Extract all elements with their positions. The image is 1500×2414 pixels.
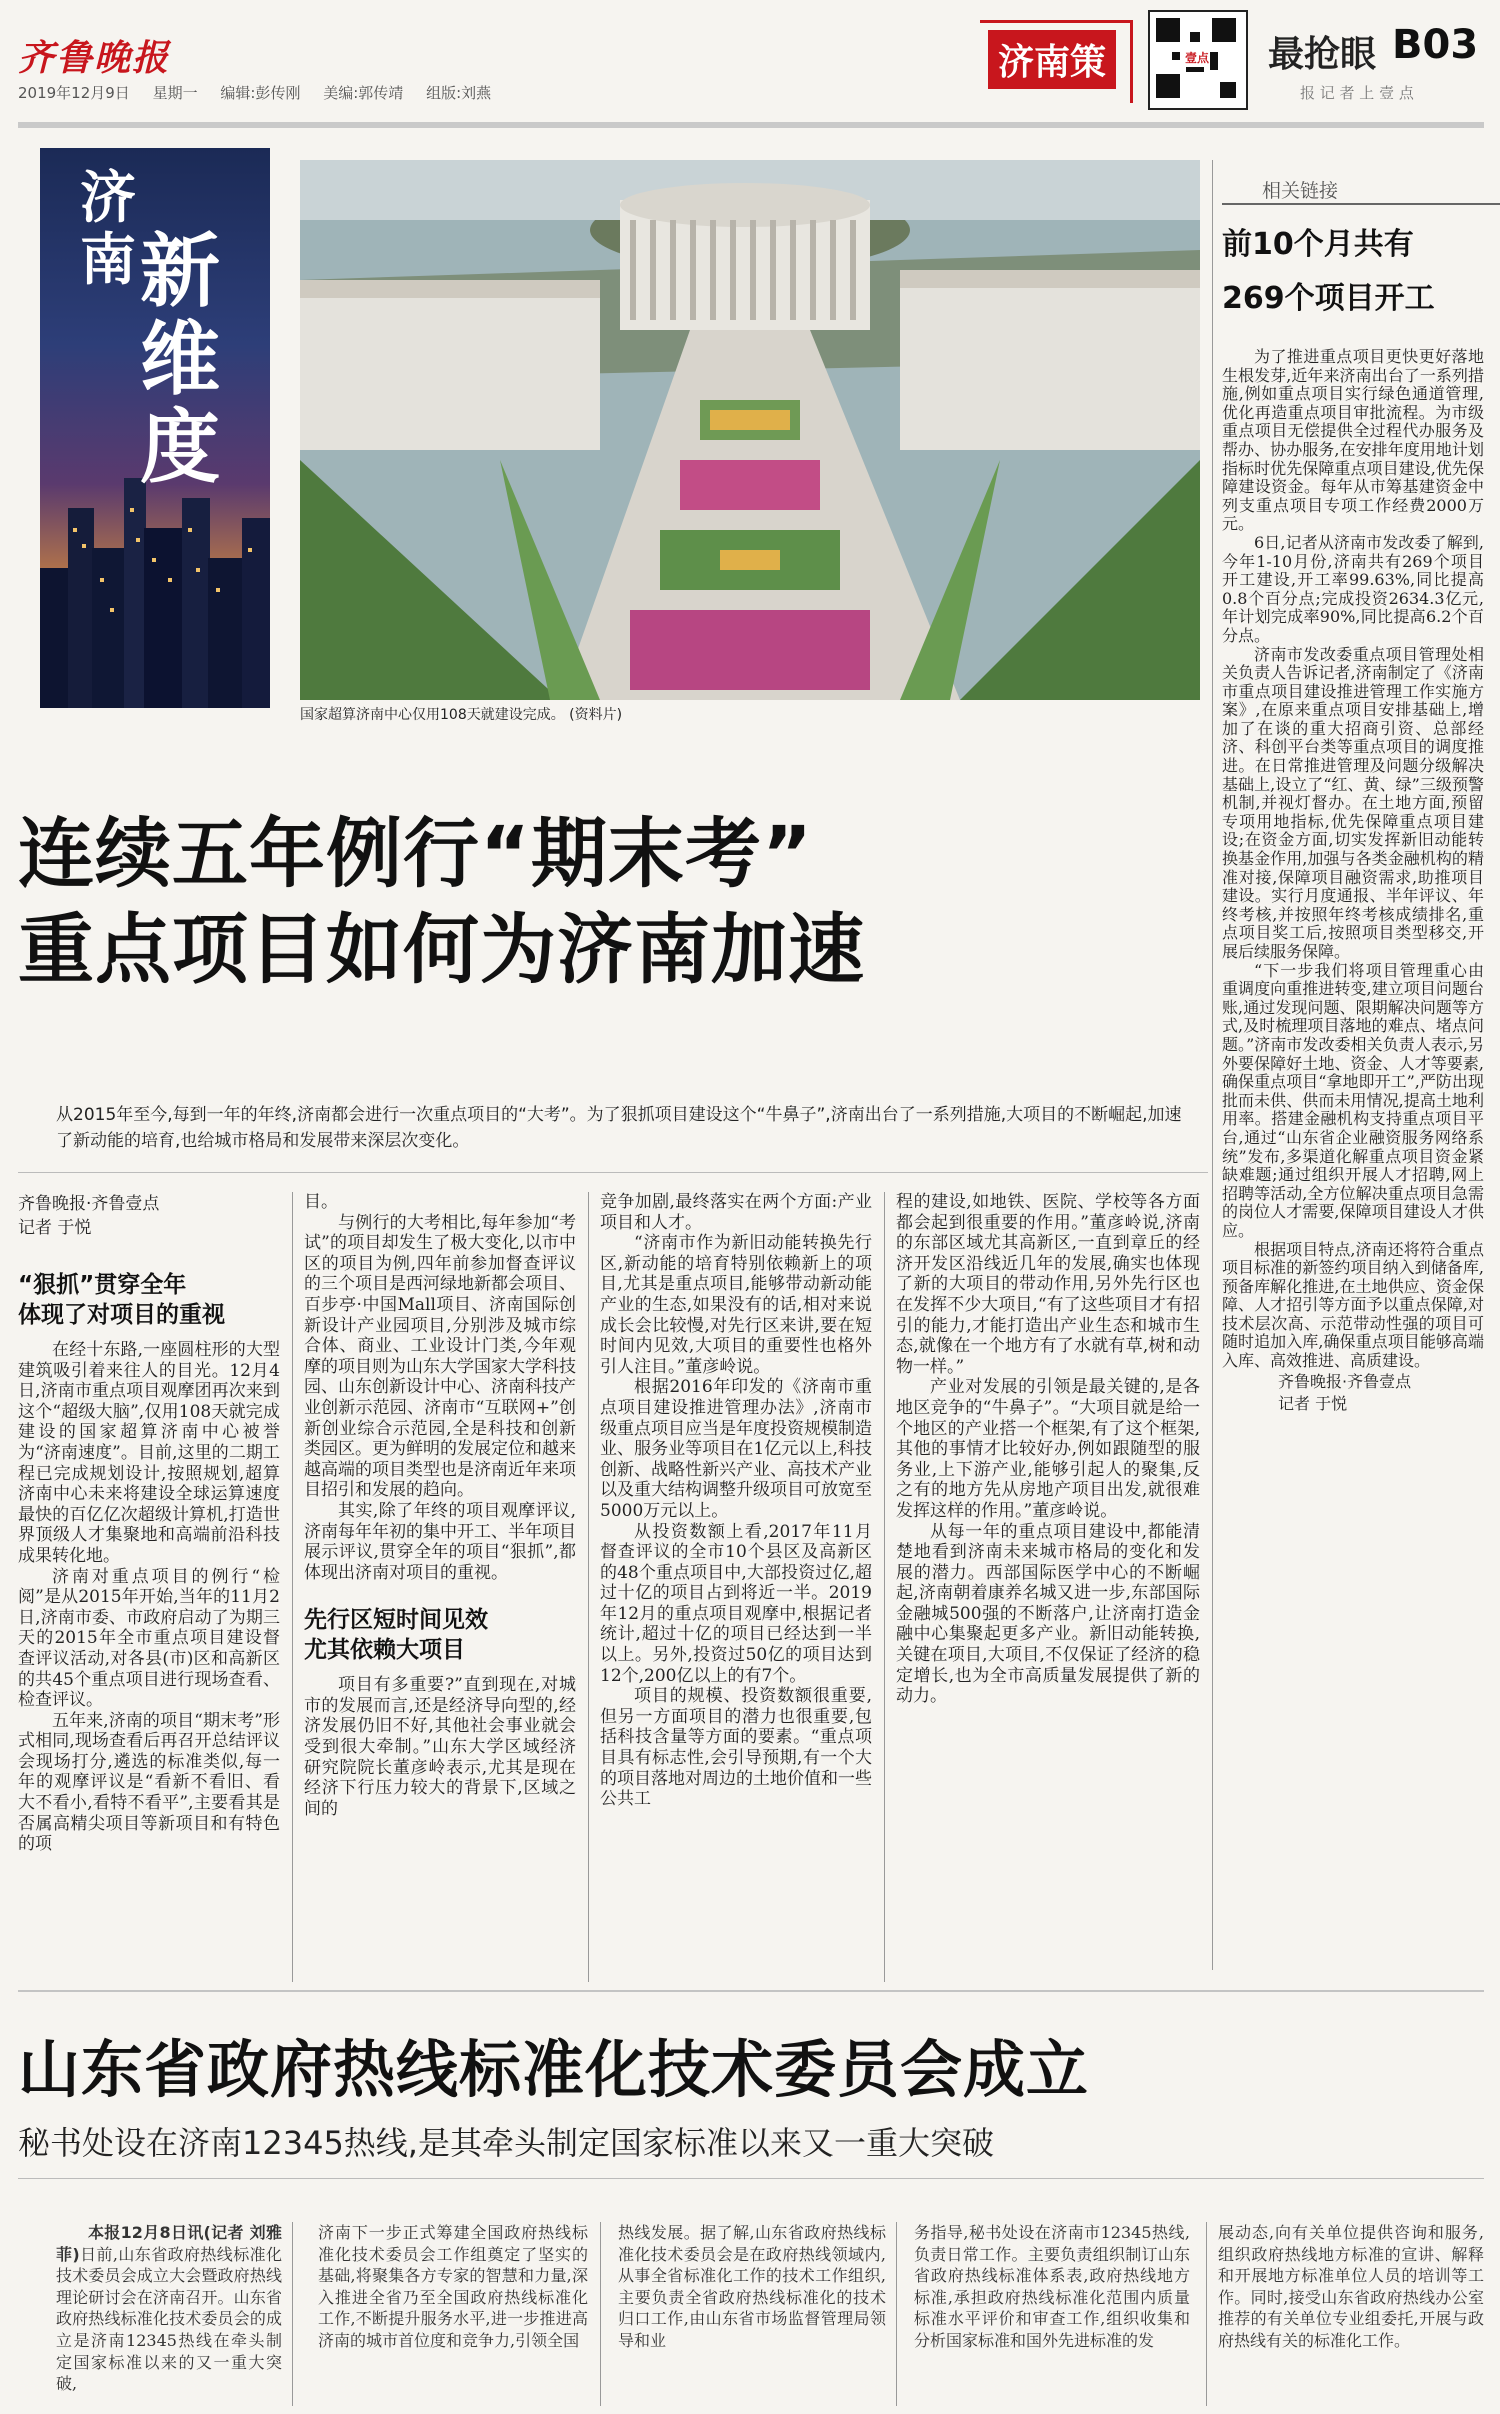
article-paragraph: 项目有多重要?”直到现在,对城市的发展而言,还是经济导向型的,经济发展仍旧不好,其他社会事业就会受到很大牵制。”山东大学区域经济研究院院长董彦岭表示,尤其是现在经济下行压力较大的背景下,区域之间的 (304, 1675, 576, 1819)
second-article-text: 日前,山东省政府热线标准化技术委员会成立大会暨政府热线理论研讨会在济南召开。山东省政府热线标准化技术委员会的成立是济南12345热线在牵头制定国家标准以来的又一重大突破, (56, 2244, 282, 2394)
article-paragraph: 竞争加剧,最终落实在两个方面:产业项目和人才。 (600, 1192, 872, 1233)
second-article-column-2 (318, 2222, 588, 2406)
column-divider (600, 2222, 601, 2406)
subheading (18, 1270, 280, 1330)
column-tag: 济南策 (988, 30, 1116, 89)
sidebar-paragraph: 6日,记者从济南市发改委了解到,今年1-10月份,济南共有269个项目开工建设,开工率99.63%,同比提高0.8个百分点;完成投资2634.3亿元,年计划完成率90%,同比提高6.2个百分点。 (1222, 532, 1484, 645)
main-headline-line: 连续五年例行“期末考” (18, 809, 813, 898)
masthead-divider (18, 122, 1484, 128)
qr-center-label: 壹点 (1184, 48, 1210, 67)
page-section-name: 最抢眼 (1268, 34, 1377, 75)
article-paragraph: 项目的规模、投资数额很重要,但另一方面项目的潜力也很重要,包括科技含量等方面的要素。“重点项目具有标志性,会引导预期,有一个大的项目落地对周边的土地价值和一些公共工 (600, 1686, 872, 1810)
second-article-text: 济南下一步正式筹建全国政府热线标准化技术委员会工作组奠定了坚实的基础,将聚集各方专家的智慧和力量,深入推进全省乃至全国政府热线标准化工作,不断提升服务水平,进一步推进高济南的城市首位度和竞争力,引领全国 (318, 2223, 588, 2350)
banner-text-city: 济南 (80, 166, 136, 293)
column-divider (588, 1192, 589, 1982)
article-byline (18, 1192, 280, 1240)
column-divider (292, 2222, 293, 2406)
second-article-column-3 (618, 2222, 886, 2406)
sidebar-byline-outlet: 齐鲁晚报·齐鲁壹点 (1278, 1371, 1412, 1391)
article-paragraph: 其实,除了年终的项目观摩评议,济南每年年初的集中开工、半年项目展示评议,贯穿全年的项目“狠抓”,都体现出济南对项目的重视。 (304, 1500, 576, 1583)
sidebar-byline (1222, 1371, 1484, 1415)
article-column-3 (600, 1192, 872, 1982)
column-divider (896, 2222, 897, 2406)
article-column-2 (304, 1192, 576, 1982)
second-subtitle: 秘书处设在济南12345热线,是其牵头制定国家标准以来又一重大突破 (18, 2124, 994, 2162)
article-paragraph: “济南市作为新旧动能转换先行区,新动能的培育特别依赖新上的项目,尤其是重点项目,能够带动新动能产业的生态,如果没有的话,相对来说成长会比较慢,对先行区来讲,要在短时间内见效,大项目的重要性也格外引人注目。”董彦岭说。 (600, 1233, 872, 1377)
article-paragraph: 济南对重点项目的例行“检阅”是从2015年开始,当年的11月2日,济南市委、市政府启动了为期三天的2015年全市重点项目建设督查评议活动,对各县(市)区和高新区的共45个重点项目进行现场查看、检查评议。 (18, 1566, 280, 1711)
article-paragraph: 五年来,济南的项目“期末考”形式相同,现场查看后再召开总结评议会现场打分,遴选的标准类似,每一年的观摩评议是“看新不看旧、看大不看小,看特不看平”,主要看其是否属高精尖项目等新项目和有特色的项 (18, 1710, 280, 1855)
photo-caption: 国家超算济南中心仅用108天就建设完成。 (资料片) (300, 707, 623, 723)
sidebar-divider (1212, 160, 1213, 1970)
second-headline: 山东省政府热线标准化技术委员会成立 (18, 2033, 1090, 2106)
article-lead: 从2015年至今,每到一年的年终,济南都会进行一次重点项目的“大考”。为了狠抓项目建设这个“牛鼻子”,济南出台了一系列措施,大项目的不断崛起,加速了新动能的培育,也给城市格局和发展带来深层次变化。 (56, 1105, 1182, 1151)
designer-credit: 美编:郭传靖 (323, 84, 404, 102)
subheading-line: “狠抓”贯穿全年 (18, 1272, 187, 1298)
article-paragraph: 从每一年的重点项目建设中,都能清楚地看到济南未来城市格局的变化和发展的潜力。西部国际医学中心的不断崛起,济南朝着康养名城又进一步,东部国际金融城500强的不断落户,让济南打造金融中心集聚起更多产业。新旧动能转换,关键在项目,大项目,不仅保证了经济的稳定增长,也为全市高质量发展提供了新的动力。 (896, 1521, 1200, 1707)
newspaper-logo: 齐鲁晚报 (18, 37, 171, 79)
main-headline (18, 806, 865, 998)
sidebar-headline-line: 269个项目开工 (1222, 281, 1435, 316)
second-article-text: 务指导,秘书处设在济南市12345热线,负责日常工作。主要负责组织制订山东省政府热线标准体系表,政府热线地方标准,承担政府热线标准化范围内质量标准水平评价和审查工作,组织收集和分析国家标准和国外先进标准的发 (914, 2223, 1190, 2350)
article-byline-reporter: 记者 于悦 (18, 1218, 92, 1238)
second-article-text: 展动态,向有关单位提供咨询和服务,组织政府热线地方标准的宣讲、解释和开展地方标准单位人员的培训等工作。同时,接受山东省政府热线办公室推荐的有关单位专业组委托,开展与政府热线有关的标准化工作。 (1218, 2223, 1484, 2350)
second-article-text: 热线发展。据了解,山东省政府热线标准化技术委员会是在政府热线领域内,从事全省标准化工作的技术工作组织,主要负责全省政府热线标准化的技术归口工作,由山东省市场监督管理局领导和业 (618, 2223, 886, 2350)
subheading-line: 尤其依赖大项目 (304, 1637, 465, 1664)
article-byline-outlet: 齐鲁晚报·齐鲁壹点 (18, 1194, 160, 1214)
column-divider (884, 1192, 885, 1982)
second-article-divider (18, 2178, 1484, 2179)
article-paragraph: 与例行的大考相比,每年参加“考试”的项目却发生了极大变化,以市中区的项目为例,四年前参加督查评议的三个项目是西河绿地新都会项目、百步亭·中国Mall项目、济南国际创新设计产业园项目,分别涉及城市综合体、商业、工业设计门类,今年观摩的项目则为山东大学国家大学科技园、山东创新设计中心、济南科技产业创新示范园、济南市“互联网+”创新创业综合示范园,全是科技和创新类园区。更为鲜明的发展定位和越来越高端的项目类型也是济南近年来项目招引和发展的趋向。 (304, 1212, 576, 1501)
page-number: B03 (1392, 22, 1479, 68)
article-column-4 (896, 1192, 1200, 1982)
staff-credit: 报 记 者 上 壹 点 (1300, 84, 1414, 102)
lead-divider (18, 1172, 1208, 1173)
subheading (304, 1605, 576, 1665)
second-article-column-1 (56, 2222, 282, 2406)
sidebar-body (1222, 348, 1484, 1415)
article-paragraph: 从投资数额上看,2017年11月督查评议的全市10个县区及高新区的48个重点项目中,大部投资过亿,超过十亿的项目占到将近一半。2019年12月的重点项目观摩中,根据记者统计,超过十亿的项目已经达到一半以上。另外,投资过50亿的项目达到12个,200亿以上的有7个。 (600, 1521, 872, 1686)
article-paragraph: 根据2016年印发的《济南市重点项目建设推进管理办法》,济南市级重点项目应当是年度投资规模制造业、服务业等项目在1亿元以上,科技创新、战略性新兴产业、高技术产业以及重大结构调整升级项目可放宽至5000万元以上。 (600, 1377, 872, 1521)
article-paragraph: 在经十东路,一座圆柱形的大型建筑吸引着来往人的目光。12月4日,济南市重点项目观摩团再次来到这个“超级大脑”,仅用108天就完成建设的国家超算济南中心被誉为“济南速度”。目前,这里的二期工程已完成规划设计,按照规划,超算济南中心未来将建设全球运算速度最快的百亿亿次超级计算机,打造世界顶级人才集聚地和高端前沿科技成果转化地。 (18, 1340, 280, 1566)
banner-text-title: 新维度 (140, 225, 220, 494)
sidebar-paragraph: 根据项目特点,济南还将符合重点项目标准的新签约项目纳入到储备库,预备库解化推进,在土地供应、资金保障、人才招引等方面予以重点保障,对技术层次高、示范带动性强的项目可随时追加入库,确保重点项目能够高端入库、高效推进、高质建设。 (1222, 1239, 1484, 1371)
editor-credit: 编辑:彭传刚 (220, 84, 301, 102)
issue-weekday: 星期一 (152, 84, 198, 102)
article-paragraph: 程的建设,如地铁、医院、学校等各方面都会起到很重要的作用。”董彦岭说,济南的东部区域尤其高新区,一直到章丘的经济开发区沿线近几年的发展,确实也体现了新的大项目的带动作用,另外先行区也在发挥不少大项目,“有了这些项目才有招引的能力,才能打造出产业生态和城市生态,就像在一个地方有了水就有草,树和动物一样。” (896, 1192, 1200, 1377)
qr-code-icon[interactable] (1148, 10, 1248, 110)
column-divider (1206, 2222, 1207, 2406)
sidebar-label: 相关链接 (1222, 176, 1500, 205)
section-divider (18, 1990, 1484, 1992)
sidebar-paragraph: 济南市发改委重点项目管理处相关负责人告诉记者,济南制定了《济南市重点项目建设推进管理工作实施方案》,在原来重点项目安排基础上,增加了在谈的重大招商引资、总部经济、科创平台类等重点项目的调度推进。在日常推进管理及问题分级解决基础上,设立了“红、黄、绿”三级预警机制,并视灯督办。在土地方面,预留专项用地指标,优先保障重点项目建设;在资金方面,切实发挥新旧动能转换基金作用,加强与各类金融机构的精准对接,保障项目融资需求,助推项目建设。实行月度通报、半年评议、年终考核,并按照年终考核成绩排名,重点项目奖工后,按照项目类型移交,开展后续服务保障。 (1222, 644, 1484, 961)
subheading-line: 先行区短时间见效 (304, 1607, 488, 1634)
dateline: 本报12月8日讯(记者 刘雅菲) (56, 2223, 282, 2264)
article-column-1 (18, 1192, 280, 1982)
aerial-photo-illustration (300, 160, 1200, 700)
second-article-column-5 (1218, 2222, 1484, 2406)
subheading-line: 体现了对项目的重视 (18, 1302, 225, 1328)
sidebar-headline-line: 前10个月共有 (1222, 227, 1414, 262)
column-banner (40, 148, 270, 708)
second-article-column-4 (914, 2222, 1190, 2406)
issue-date: 2019年12月9日 (18, 84, 130, 102)
sidebar-byline-reporter: 记者 于悦 (1278, 1393, 1348, 1413)
issue-meta (18, 82, 509, 103)
sidebar-paragraph: 为了推进重点项目更快更好落地生根发芽,近年来济南出台了一系列措施,例如重点项目实行绿色通道管理,优化再造重点项目审批流程。为市级重点项目无偿提供全过程代办服务及帮办、协办服务,在安排年度用地计划指标时优先保障重点项目建设,优先保障建设资金。每年从市筹基建资金中列支重点项目专项工作经费2000万元。 (1222, 347, 1484, 534)
main-headline-line: 重点项目如何为济南加速 (18, 905, 865, 994)
article-paragraph: 产业对发展的引领是最关键的,是各地区竞争的“牛鼻子”。“大项目就是给一个地区的产业搭一个框架,有了这个框架,其他的事情才比较好办,例如跟随型的服务业,上下游产业,能够引起人的聚集,反之有的地方先从房地产项目出发,就很难发挥这样的作用。”董彦岭说。 (896, 1377, 1200, 1521)
sidebar-paragraph: “下一步我们将项目管理重心由重调度向重推进转变,建立项目问题台账,通过发现问题、限期解决问题等方式,及时梳理项目落地的难点、堵点问题。”济南市发改委相关负责人表示,另外要保障好土地、资金、人才等要素,确保重点项目“拿地即开工”,严防出现批而未供、供而未用情况,提高土地利用率。搭建金融机构支持重点项目平台,通过“山东省企业融资服务网络系统”发布,多渠道化解重点项目资金紧缺难题;通过组织开展人才招聘,网上招聘等活动,全方位解决重点项目急需的岗位人才需要,保障项目建设人才供应。 (1222, 960, 1484, 1240)
sidebar-headline (1222, 218, 1482, 326)
article-paragraph: 目。 (304, 1192, 338, 1212)
supercomputing-center-photo (300, 160, 1200, 700)
proofreader-credit: 组版:刘燕 (426, 84, 492, 102)
column-divider (292, 1192, 293, 1982)
